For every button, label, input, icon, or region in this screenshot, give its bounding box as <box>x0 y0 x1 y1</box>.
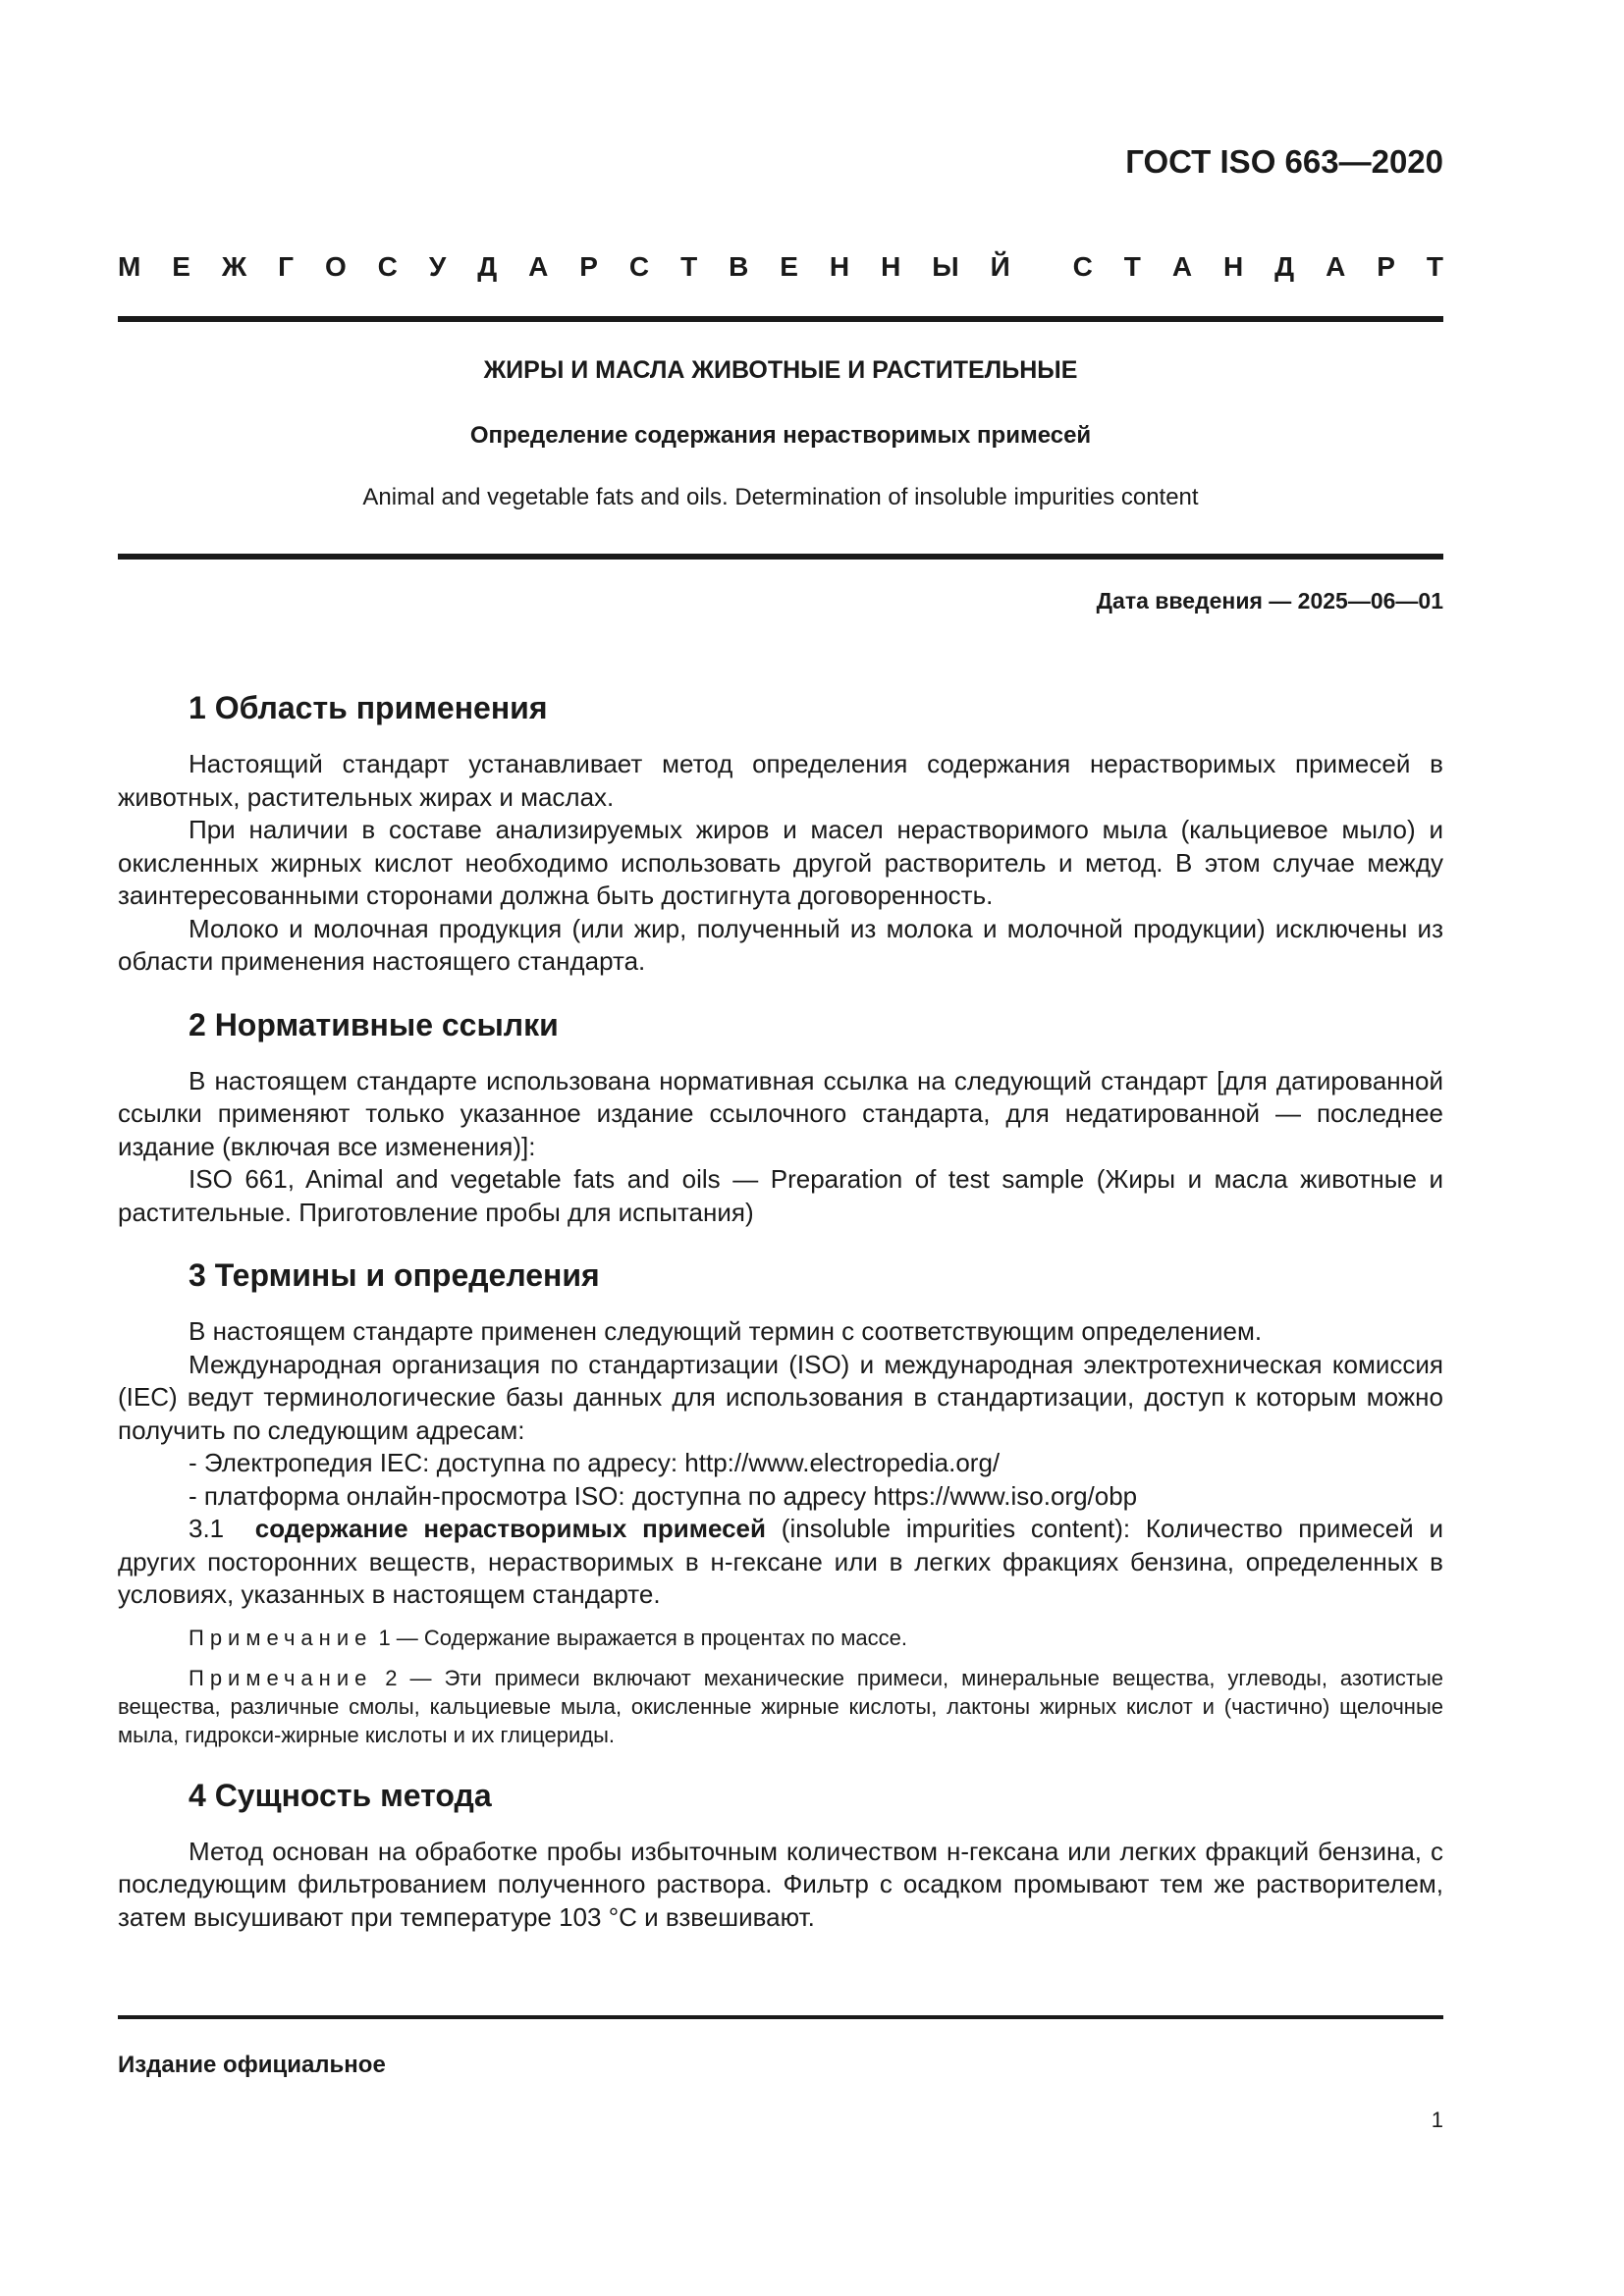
note-label: Примечание <box>189 1625 373 1650</box>
interstate-letter: Т <box>1123 251 1141 282</box>
interstate-letter: Р <box>579 251 598 282</box>
interstate-letter: М <box>118 251 141 282</box>
note-2 <box>118 1664 1443 1749</box>
interstate-letter: Й <box>990 251 1010 282</box>
terms-paragraph-2: Международная организация по стандартизации (ISO) и международная электротехническая комиссия (IEC) ведут терминологические базы данных для использования в стандартизации, доступ к которым можно получить по следующим адресам: <box>118 1349 1443 1445</box>
interstate-letter: А <box>1171 251 1193 282</box>
term-number: 3.1 <box>189 1514 225 1543</box>
document-page <box>118 0 1443 2296</box>
interstate-letter: С <box>377 251 398 282</box>
interstate-letter: С <box>1072 251 1093 282</box>
official-edition-label: Издание официальное <box>118 2052 386 2078</box>
interstate-letter: Н <box>881 251 901 282</box>
term-definition <box>118 1513 1443 1612</box>
terms-list-item-electropedia: - Электропедия IEC: доступна по адресу: http://www.electropedia.org/ <box>189 1448 1001 1477</box>
introduction-date: Дата введения — 2025—06—01 <box>1096 588 1443 614</box>
interstate-letter: Д <box>1274 251 1295 282</box>
title-bottom-rule <box>118 554 1443 560</box>
gost-code: ГОСТ ISO 663—2020 <box>1125 143 1443 180</box>
section-heading-terms: 3 Термины и определения <box>189 1257 600 1293</box>
term-name: содержание нерастворимых примесей <box>254 1514 767 1543</box>
note-1-text: 1 — Содержание выражается в процентах по массе. <box>372 1625 907 1650</box>
scope-paragraph-1: Настоящий стандарт устанавливает метод определения содержания нерастворимых примесей в животных, растительных жирах и маслах. <box>118 749 1443 812</box>
interstate-letter: Д <box>477 251 498 282</box>
interstate-letter: А <box>528 251 549 282</box>
interstate-letter: А <box>1326 251 1346 282</box>
interstate-letter: С <box>628 251 650 282</box>
interstate-letter: Е <box>172 251 190 282</box>
section-heading-normative-references: 2 Нормативные ссылки <box>189 1006 559 1042</box>
interstate-letter: Н <box>1223 251 1244 282</box>
note-label: Примечание <box>189 1665 373 1690</box>
page-number: 1 <box>1431 2108 1443 2132</box>
document-subtitle: Определение содержания нерастворимых примесей <box>469 422 1092 449</box>
document-title-english: Animal and vegetable fats and oils. Determination of insoluble impurities content <box>362 484 1199 510</box>
interstate-letter: Т <box>1426 251 1443 282</box>
interstate-letter: Е <box>780 251 798 282</box>
interstate-letter: Г <box>278 251 295 282</box>
document-body <box>118 687 1443 1934</box>
section-heading-scope: 1 Область применения <box>189 690 548 725</box>
term-definition-text: (insoluble impurities content): Количество примесей и других посторонних веществ, нерастворимых в н-гексане или в легких фракциях бензина, определенных в условиях, указанных в настоящем стандарте. <box>118 1514 1444 1609</box>
interstate-standard-heading <box>118 251 1443 283</box>
interstate-letter: В <box>729 251 749 282</box>
method-paragraph-1: Метод основан на обработке пробы избыточным количеством н-гексана или легких фракций бензина, с последующим фильтрованием полученного раствора. Фильтр с осадком промывают тем же растворителем, затем высушивают при температуре 103 °С и взвешивают. <box>118 1836 1443 1932</box>
terms-list-item-iso-obp: - платформа онлайн-просмотра ISO: доступна по адресу https://www.iso.org/obp <box>189 1480 1138 1511</box>
references-paragraph-1: В настоящем стандарте использована нормативная ссылка на следующий стандарт [для датированной ссылки применяют только указанное издание ссылочного стандарта, для недатированной — последнее издание (включая все изменения)]: <box>118 1065 1443 1161</box>
interstate-letter: У <box>428 251 447 282</box>
scope-paragraph-2: При наличии в составе анализируемых жиров и масел нерастворимого мыла (кальциевое мыло) и окисленных жирных кислот необходимо использовать другой растворитель и метод. В этом случае между заинтересованными сторонами должна быть достигнута договоренность. <box>118 815 1443 910</box>
interstate-letter: О <box>324 251 347 282</box>
note-2-text: 2 — Эти примеси включают механические примеси, минеральные вещества, углеводы, азотистые вещества, различные смолы, кальциевые мыла, окисленные жирные кислоты, лактоны жирных кислот и (частично) щелочные мыла, гидрокси-жирные кислоты и их глицериды. <box>118 1665 1443 1747</box>
terms-paragraph-1: В настоящем стандарте применен следующий термин с соответствующим определением. <box>189 1316 1263 1346</box>
document-title: ЖИРЫ И МАСЛА ЖИВОТНЫЕ И РАСТИТЕЛЬНЫЕ <box>483 356 1078 384</box>
references-paragraph-2: ISO 661, Animal and vegetable fats and oils — Preparation of test sample (Жиры и масла животные и растительные. Приготовление пробы для испытания) <box>118 1164 1443 1227</box>
top-rule <box>118 316 1443 322</box>
interstate-letter: Р <box>1377 251 1395 282</box>
note-1 <box>118 1624 1443 1652</box>
footer-rule <box>118 2015 1443 2019</box>
interstate-letter: Т <box>680 251 698 282</box>
scope-paragraph-3: Молоко и молочная продукция (или жир, полученный из молока и молочной продукции) исключены из области применения настоящего стандарта. <box>118 913 1443 976</box>
interstate-letter: Ы <box>932 251 959 282</box>
section-heading-method-principle: 4 Сущность метода <box>189 1777 492 1813</box>
interstate-letter: Н <box>829 251 850 282</box>
interstate-letter: Ж <box>221 251 247 282</box>
